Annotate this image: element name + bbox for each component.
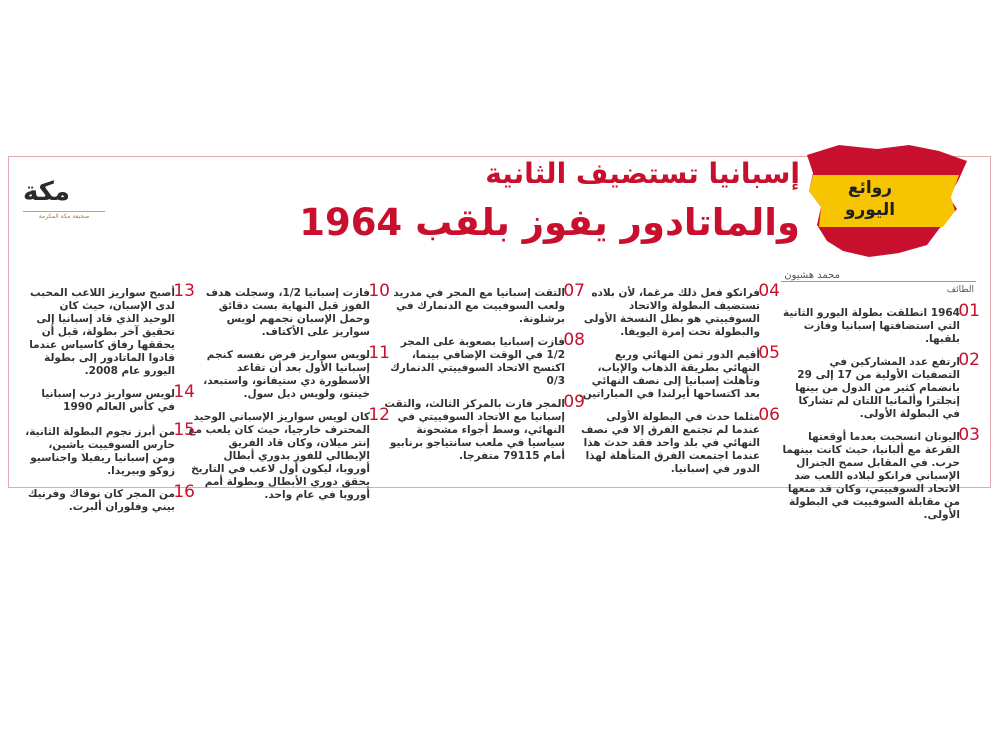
item-text: لويس سواريز فرض نفسه كنجم إسبانيا الأول بعد أن تقاعد الأسطورة دي ستيفانو، واستبعد، خينتو، ولويس ديل سول. xyxy=(203,349,370,400)
item-number: 14 xyxy=(173,382,195,402)
item-number: 04 xyxy=(758,281,780,301)
item-text: من المجر كان نوفاك وفرنيك بيني وفلوران ألبرت. xyxy=(27,488,175,513)
item-number: 03 xyxy=(958,425,980,445)
item-text: من أبرز نجوم البطولة الثانية، حارس السوفييت ياشين، ومن إسبانيا ريفيلا واجناسيو زوكو وبيريدا. xyxy=(25,426,175,477)
item-text: التقت إسبانيا مع المجر في مدريد ولعب السوفييت مع الدنمارك في برشلونة. xyxy=(393,287,565,325)
logo-word: مكة xyxy=(23,177,70,207)
badge-line1: روائع xyxy=(847,178,893,198)
item-number: 05 xyxy=(758,343,780,363)
column-5 xyxy=(25,281,195,526)
list-item xyxy=(778,301,980,346)
column-1 xyxy=(778,301,980,532)
item-number: 16 xyxy=(173,482,195,502)
article-panel xyxy=(8,156,991,521)
item-text: لويس سواريز درب إسبانيا في كأس العالم 1990 xyxy=(41,388,175,413)
list-item xyxy=(25,482,195,516)
list-item xyxy=(778,350,980,421)
divider xyxy=(781,281,976,282)
item-text: مثلما حدث في البطولة الأولى عندما لم تجتمع الفرق إلا في نصف النهائي في بلد واحد فقد حدث هذا عندما اجتمعت الفرق المتأهلة لهذا الدور في إسبانيا. xyxy=(581,411,760,475)
column-4 xyxy=(188,281,390,512)
item-text: المجر فازت بالمركز الثالث، والتقت إسبانيا مع الاتحاد السوفييتي في النهائي، وسط أجواء مشحونة سياسيا في ملعب سانتياجو برنابيو أمام 79115 متفرجا. xyxy=(384,398,565,462)
badge xyxy=(834,177,906,221)
item-text: فازت إسبانيا 1/2، وسجلت هدف الفوز قبل النهاية بست دقائق وحمل الإسبان نجمهم لويس سواريز على الأكتاف. xyxy=(205,287,370,338)
makkah-logo xyxy=(23,177,105,225)
item-number: 12 xyxy=(368,405,390,425)
item-text: ارتفع عدد المشاركين في التصفيات الأولية من 17 إلى 29 بانضمام كثير من الدول من بينها إنجلترا وألمانيا اللتان لم تشاركا في البطولة الأولى. xyxy=(795,356,960,420)
item-number: 09 xyxy=(563,392,585,412)
item-text: فازت إسبانيا بصعوبة على المجر 1/2 في الوقت الإضافي بينما، اكتسح الاتحاد السوفييتي الدنمارك 0/3 xyxy=(390,336,565,387)
list-item xyxy=(578,281,780,339)
item-text: اليونان انسحبت بعدما أوقعتها القرعة مع ألبانيا، حيث كانت بينهما حرب. في المقابل سمح الجنرال الإسباني فرانكو لبلاده اللعب ضد الاتحاد السوفييتي، وكان قد منعها من مقابلة السوفييت في البطولة الأولى. xyxy=(782,431,960,521)
badge-line2: اليورو xyxy=(844,200,896,220)
list-item xyxy=(778,425,980,522)
list-item xyxy=(578,343,780,401)
item-text: أصبح سواريز اللاعب المحبب لدى الإسبان، حيث كان الوحيد الذي قاد إسبانيا إلى تحقيق آخر بطولة، قبل أن يحققها رفاق كاسياس عندما قادوا الماتادور إلى بطولة اليورو عام 2008. xyxy=(29,287,175,377)
list-item xyxy=(25,281,195,378)
item-text: أقيم الدور ثمن النهائي وربع النهائي بطريقة الذهاب والإياب، وتأهلت إسبانيا إلى نصف النهائي بعد اكتساحها أيرلندا في المباراتين. xyxy=(578,349,760,400)
column-2 xyxy=(578,281,780,486)
item-number: 15 xyxy=(173,420,195,440)
list-item xyxy=(383,392,585,463)
list-item xyxy=(188,281,390,339)
author: محمد هشيون xyxy=(784,270,840,281)
city: الطائف xyxy=(946,285,974,295)
list-item xyxy=(383,281,585,326)
item-number: 10 xyxy=(368,281,390,301)
item-text: فرانكو فعل ذلك مرغما، لأن بلاده تستضيف البطولة والاتحاد السوفييتي هو بطل النسخة الأولى والبطولة تحت إمرة اليويفا. xyxy=(583,287,760,338)
item-number: 11 xyxy=(368,343,390,363)
item-text: 1964 انطلقت بطولة اليورو الثانية التي استضافتها إسبانيا وفازت بلقبها. xyxy=(783,307,960,345)
list-item xyxy=(188,343,390,401)
list-item xyxy=(383,330,585,388)
item-number: 06 xyxy=(758,405,780,425)
list-item xyxy=(188,405,390,502)
headline-line1: إسبانيا تستضيف الثانية xyxy=(485,157,800,190)
column-3 xyxy=(383,281,585,473)
headline-line2: والماتادور يفوز بلقب 1964 xyxy=(299,201,800,244)
item-text: كان لويس سواريز الإسباني الوحيد المحترف خارجيا، حيث كان يلعب مع إنتر ميلان، وكان قاد الفريق الإيطالي للفوز بدوري أبطال أوروبا، ليكون أول لاعب في التاريخ يحقق دوري الأبطال وبطولة أمم أوروبا في عام واحد. xyxy=(188,411,370,501)
list-item xyxy=(25,382,195,416)
list-item xyxy=(25,420,195,478)
item-number: 13 xyxy=(173,281,195,301)
list-item xyxy=(578,405,780,476)
item-number: 07 xyxy=(563,281,585,301)
item-number: 01 xyxy=(958,301,980,321)
item-number: 08 xyxy=(563,330,585,350)
item-number: 02 xyxy=(958,350,980,370)
logo-tagline: صحيفة مكة المكرمة xyxy=(23,211,105,220)
